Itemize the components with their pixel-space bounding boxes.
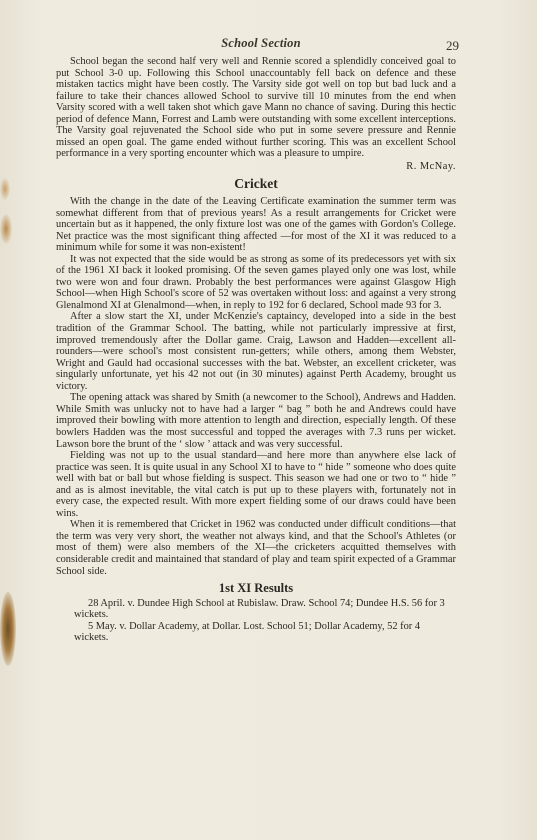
cricket-paragraph: With the change in the date of the Leaving Certificate examination the summer term was somewhat different from that of previous years! As a result arrangements for Cricket were uncertain but as it happened, the only fixture lost was one of the games with Gordon's College. Net practice was the most significant thing affected —for most of the XI it was reduced to a minimum while for some it was non-existent! — [56, 196, 456, 254]
page-stain-bottom-left — [0, 592, 16, 666]
result-entry: 28 April. v. Dundee High School at Rubislaw. Draw. School 74; Dundee H.S. 56 for 3 wickets. — [74, 597, 445, 621]
cricket-paragraph: After a slow start the XI, under McKenzie's captaincy, developed into a side in the best tradition of the Grammar School. The batting, while not particularly impressive at first, improved tremendously after the Dollar game. Craig, Lawson and Hadden—excellent all-rounders—were school's most consistent run-getters; while others, among them Webster, Wright and Gauld had occasional successes with the bat. Webster, an excellent cricketer, was singularly unfortunate, yet his 42 not out (in 30 minutes) against Perth Academy, brought us victory. — [56, 311, 456, 392]
result-entry: 5 May. v. Dollar Academy, at Dollar. Lost. School 51; Dollar Academy, 52 for 4 wickets. — [74, 620, 421, 644]
results-heading: 1st XI Results — [218, 581, 294, 596]
football-report-paragraph: School began the second half very well and Rennie scored a splendidly conceived goal to put School 3-0 up. Following this School unaccountably fell back on defence and these mistaken tactics might have been costly. The Varsity side got well on top but bad luck and a failure to take their chances allowed School to survive till 10 minutes from the end when Varsity scored with a well taken shot which gave Mann no chance of saving. During this hectic period of defence Mann, Forrest and Lamb were outstanding with some excellent interceptions. The Varsity goal rejuvenated the School side who put in some severe pressure and Rennie missed an open goal. The game ended without further scoring. This was an excellent School performance in a very sporting encounter which was a pleasure to umpire. — [56, 56, 456, 160]
page-number: 29 — [446, 38, 459, 53]
cricket-paragraph: When it is remembered that Cricket in 1962 was conducted under difficult conditions—that the term was very very short, the weather not always kind, and that the School's Athletes (or most of them) were also members of the XI—the cricketers acquitted themselves with considerable credit and maintained that standard of play and team spirit expected of a Grammar School side. — [56, 519, 456, 577]
cricket-paragraph: It was not expected that the side would be as strong as some of its predecessors yet with six of the 1961 XI back it looked promising. Of the seven games played only one was lost, while two were won and four drawn. Probably the best performances were against Glasgow High School—when High School's score of 52 was overtaken without loss: and against a very strong Glenalmond XI at Glenalmond—when, in reply to 192 for 6 declared, School made 93 for 3. — [56, 253, 456, 311]
running-header: School Section — [221, 36, 301, 50]
page-body — [56, 56, 456, 644]
cricket-paragraph: Fielding was not up to the usual standard—and here more than anywhere else lack of practice was seen. It is quite usual in any School XI to have to “ hide ” someone who does quite well with bat or ball but whose fielding is suspect. This season we had one or two to “ hide ” and as is almost inevitable, the vital catch is put up to these players with, fortunately not in every case, the expected result. With more expert fielding some of our draws could have been wins. — [56, 450, 456, 519]
report-signature: R. McNay. — [406, 160, 456, 172]
page-stain-left — [0, 214, 12, 244]
cricket-heading: Cricket — [234, 176, 278, 192]
page-stain-top-left — [0, 178, 10, 200]
cricket-paragraph: The opening attack was shared by Smith (a newcomer to the School), Andrews and Hadden. While Smith was unlucky not to have had a larger “ bag ” both he and Andrews could have improved their bowling with more attention to length and direction, especially length. Of these bowlers Hadden was the most successful and topped the averages with 7.3 runs per wicket. Lawson bore the brunt of the ‘ slow ’ attack and was very successful. — [56, 392, 456, 450]
